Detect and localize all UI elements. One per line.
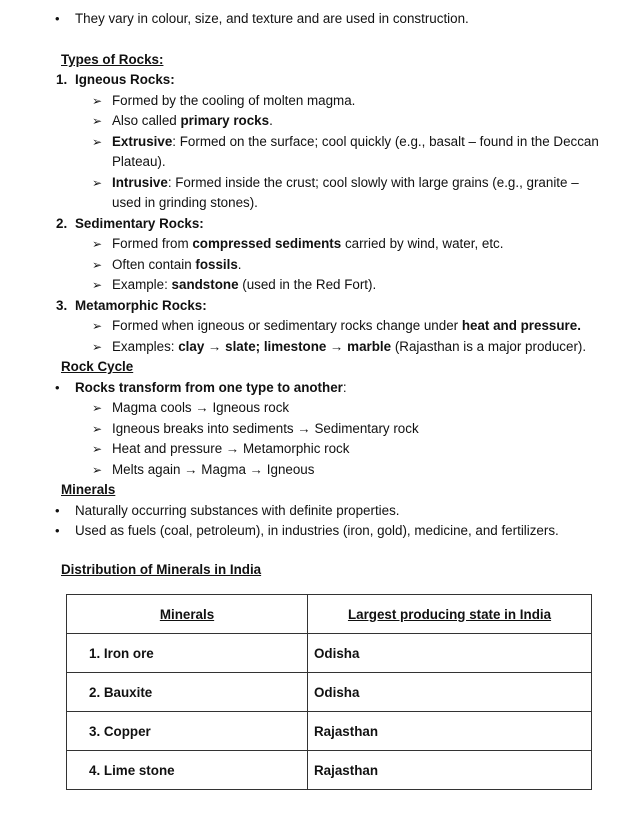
state-cell: Odisha: [308, 634, 592, 673]
distribution-heading: Distribution of Minerals in India: [61, 562, 262, 577]
minerals-table: [66, 594, 592, 790]
metamorphic-title: 3. Metamorphic Rocks:: [56, 298, 207, 313]
sedimentary-bullet-1: ➢ Formed from compressed sediments carried by wind, water, etc.: [92, 236, 504, 251]
table-header-row: [67, 595, 592, 634]
arrowhead-bullet-icon: ➢: [92, 94, 103, 108]
table-row: [67, 751, 592, 790]
arrowhead-bullet-icon: ➢: [92, 422, 103, 436]
mineral-cell: 1. Iron ore: [67, 634, 308, 673]
arrowhead-bullet-icon: ➢: [92, 135, 103, 149]
rock-cycle-step: ➢ Igneous breaks into sediments → Sedimentary rock: [92, 421, 419, 436]
table-row: [67, 634, 592, 673]
arrowhead-bullet-icon: ➢: [92, 401, 103, 415]
column-header-state: Largest producing state in India: [308, 595, 592, 634]
minerals-heading: Minerals: [61, 482, 116, 497]
arrowhead-bullet-icon: ➢: [92, 278, 103, 292]
column-header-minerals: Minerals: [67, 595, 308, 634]
state-cell: Rajasthan: [308, 751, 592, 790]
rock-cycle-step: ➢ Melts again → Magma → Igneous: [92, 462, 315, 477]
minerals-bullet-1: • Naturally occurring substances with definite properties.: [75, 502, 400, 520]
igneous-bullet-3-cont: Plateau).: [112, 154, 166, 169]
minerals-bullet-2: • Used as fuels (coal, petroleum), in industries (iron, gold), medicine, and fertilizers.: [75, 522, 559, 540]
table-row: [67, 673, 592, 712]
rock-cycle-lead: • Rocks transform from one type to another:: [75, 379, 347, 397]
igneous-bullet-2: ➢ Also called primary rocks.: [92, 113, 273, 128]
arrowhead-bullet-icon: ➢: [92, 237, 103, 251]
intro-bullet: • They vary in colour, size, and texture and are used in construction.: [75, 10, 469, 28]
table-row: [67, 712, 592, 751]
arrowhead-bullet-icon: ➢: [92, 463, 103, 477]
arrowhead-bullet-icon: ➢: [92, 258, 103, 272]
igneous-bullet-4: ➢ Intrusive: Formed inside the crust; cool slowly with large grains (e.g., granite –: [92, 175, 579, 190]
state-cell: Rajasthan: [308, 712, 592, 751]
igneous-bullet-1: ➢ Formed by the cooling of molten magma.: [92, 93, 356, 108]
rock-cycle-heading: Rock Cycle: [61, 359, 134, 374]
metamorphic-bullet-2: ➢ Examples: clay → slate; limestone → marble (Rajasthan is a major producer).: [92, 339, 587, 354]
mineral-cell: 3. Copper: [67, 712, 308, 751]
types-heading: Types of Rocks:: [61, 52, 164, 67]
sedimentary-bullet-3: ➢ Example: sandstone (used in the Red Fort).: [92, 277, 377, 292]
igneous-title: 1. Igneous Rocks:: [56, 72, 175, 87]
arrowhead-bullet-icon: ➢: [92, 319, 103, 333]
rock-cycle-step: ➢ Heat and pressure → Metamorphic rock: [92, 441, 350, 456]
state-cell: Odisha: [308, 673, 592, 712]
arrowhead-bullet-icon: ➢: [92, 176, 103, 190]
mineral-cell: 2. Bauxite: [67, 673, 308, 712]
arrowhead-bullet-icon: ➢: [92, 340, 103, 354]
metamorphic-bullet-1: ➢ Formed when igneous or sedimentary rocks change under heat and pressure.: [92, 318, 581, 333]
arrowhead-bullet-icon: ➢: [92, 442, 103, 456]
rock-cycle-step: ➢ Magma cools → Igneous rock: [92, 400, 290, 415]
arrowhead-bullet-icon: ➢: [92, 114, 103, 128]
igneous-bullet-4-cont: used in grinding stones).: [112, 195, 258, 210]
mineral-cell: 4. Lime stone: [67, 751, 308, 790]
sedimentary-bullet-2: ➢ Often contain fossils.: [92, 257, 242, 272]
sedimentary-title: 2. Sedimentary Rocks:: [56, 216, 204, 231]
igneous-bullet-3: ➢ Extrusive: Formed on the surface; cool quickly (e.g., basalt – found in the Deccan: [92, 134, 599, 149]
